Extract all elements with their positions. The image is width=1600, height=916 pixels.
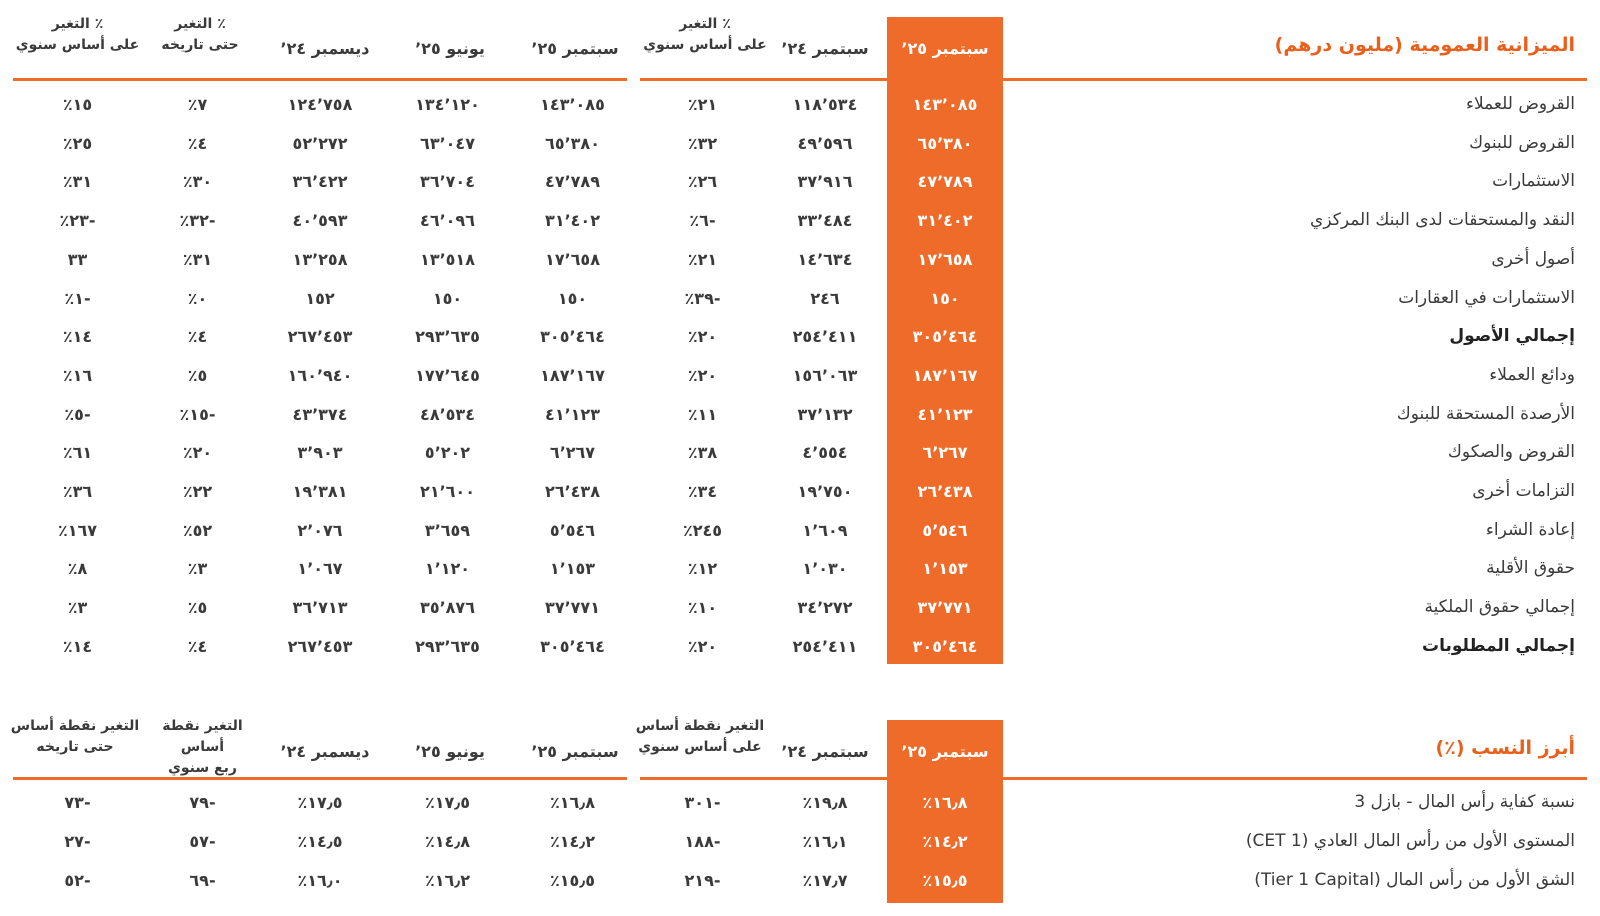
cell-yoy: ٪٢٠ xyxy=(687,327,718,347)
row-label: أصول أخرى xyxy=(1491,248,1575,269)
cell-dec24: ١٦٠٬٩٤٠ xyxy=(287,365,353,385)
header-rule-left xyxy=(13,78,627,81)
row-label: إجمالي حقوق الملكية xyxy=(1424,597,1575,618)
cell-dec24: ٣٦٬٤٢٢ xyxy=(292,172,348,192)
cell-jun25: ٢٩٣٬٦٣٥ xyxy=(415,327,480,347)
ratios-header-qoq-line1: التغير نقطة أساس xyxy=(162,718,243,755)
ratios-header-yoy-line1: التغير نقطة أساس xyxy=(635,718,765,734)
cell-dec24: ٢٬٠٧٦ xyxy=(297,520,343,540)
row-label: إجمالي الأصول xyxy=(1449,326,1575,347)
cell-yoy2: ٪١- xyxy=(64,288,91,308)
cell-yoy: ٪٢٠ xyxy=(687,636,718,656)
row-label: الأرصدة المستحقة للبنوك xyxy=(1396,403,1575,424)
ratios-header-qoq-line2: ربع سنوي xyxy=(168,760,237,776)
cell-sep24: ١١٨٬٥٣٤ xyxy=(792,95,858,114)
ratio-cell-sep25b: ٪١٥٫٥ xyxy=(549,871,596,890)
cell-dec24: ١٣٬٢٥٨ xyxy=(292,249,348,269)
ratio-cell-sep24: ٪١٦٫١ xyxy=(802,832,848,851)
cell-sep25b: ٤١٬١٢٣ xyxy=(545,404,600,424)
cell-yoy: ٪١٢ xyxy=(687,559,718,579)
ratio-cell-sep25b: ٪١٦٫٨ xyxy=(549,793,596,812)
cell-ytd: ٪٥ xyxy=(187,365,208,385)
cell-dec24: ٤٣٬٣٧٤ xyxy=(292,404,348,424)
cell-yoy: ٪٢١ xyxy=(687,249,718,269)
row-label: القروض للبنوك xyxy=(1469,132,1575,153)
row-label: القروض للعملاء xyxy=(1465,94,1575,114)
header-yoy xyxy=(640,14,770,56)
cell-yoy2: ٪١٤ xyxy=(62,636,93,656)
ratio-cell-qoq: ٦٩- xyxy=(189,871,216,890)
cell-sep25b: ١٤٣٬٠٨٥ xyxy=(540,95,605,114)
cell-ytd: ٪٠ xyxy=(187,288,208,308)
cell-yoy: ٪٢٦ xyxy=(687,172,718,192)
cell-sep24: ٣٧٬١٣٢ xyxy=(797,404,853,424)
cell-sep25: ٥٬٥٤٦ xyxy=(922,520,968,540)
ratio-cell-qoq: ٥٧- xyxy=(189,832,216,851)
ratio-cell-dec24: ٪١٦٫٠ xyxy=(297,871,343,890)
cell-yoy2: ٪١٥ xyxy=(62,95,93,114)
cell-yoy: ٪٢١ xyxy=(687,95,718,114)
ratios-header-ytd-line2: حتى تاريخه xyxy=(36,739,114,755)
cell-ytd: ٪١٥- xyxy=(179,404,216,424)
cell-dec24: ٢٦٧٬٤٥٣ xyxy=(287,327,353,347)
ratio-cell-yoy: ١٨٨- xyxy=(684,832,721,851)
row-label: حقوق الأقلية xyxy=(1486,558,1575,579)
header-dec24: ديسمبر ٬٢٤ xyxy=(280,39,370,58)
cell-yoy: ٪١١ xyxy=(687,404,718,424)
cell-sep24: ٤٩٬٥٩٦ xyxy=(797,133,853,153)
cell-sep24: ١٩٬٧٥٠ xyxy=(797,482,853,501)
cell-yoy: ٪٢٠ xyxy=(687,365,718,385)
cell-sep25b: ١٥٠ xyxy=(557,288,588,308)
header-yoy-line2: على أساس سنوي xyxy=(643,37,767,53)
row-label: التزامات أخرى xyxy=(1472,481,1575,501)
cell-ytd: ٪٧ xyxy=(187,95,208,114)
cell-sep25: ٦٬٢٦٧ xyxy=(922,443,968,463)
cell-sep24: ٤٬٥٥٤ xyxy=(802,443,848,463)
cell-sep25: ٣٠٥٬٤٦٤ xyxy=(912,327,978,347)
ratio-cell-ytd: ٥٢- xyxy=(64,871,91,890)
cell-jun25: ٦٣٬٠٤٧ xyxy=(420,133,475,153)
cell-ytd: ٪٤ xyxy=(187,327,208,347)
ratios-header-ytd xyxy=(10,716,140,758)
cell-yoy2: ٪٣ xyxy=(67,598,88,618)
cell-sep25b: ٦٥٬٣٨٠ xyxy=(545,133,600,153)
cell-sep25: ٤٧٬٧٨٩ xyxy=(917,172,973,192)
cell-sep24: ١٬٠٣٠ xyxy=(802,559,848,579)
cell-sep25: ٦٥٬٣٨٠ xyxy=(917,133,973,153)
header-ytd-line1: التغير ٪ xyxy=(174,16,226,32)
cell-sep25: ٢٦٬٤٣٨ xyxy=(917,482,973,501)
ratio-cell-jun25: ٪١٦٫٢ xyxy=(424,871,471,890)
row-label: إعادة الشراء xyxy=(1485,519,1575,540)
cell-sep25: ١٬١٥٣ xyxy=(922,559,968,579)
cell-sep24: ١٥٦٬٠٦٣ xyxy=(792,365,858,385)
ratios-rule-left xyxy=(13,777,627,780)
cell-sep25b: ٢٦٬٤٣٨ xyxy=(545,482,600,501)
ratio-cell-yoy: ٣٠١- xyxy=(684,793,721,812)
ratios-header-yoy xyxy=(630,716,770,758)
ratio-row-label: المستوى الأول من رأس المال العادي (CET 1) xyxy=(1245,831,1575,851)
cell-yoy: ٪٢٤٥ xyxy=(682,520,723,540)
cell-dec24: ٤٠٬٥٩٣ xyxy=(292,211,348,231)
ratios-title: أبرز النسب (٪) xyxy=(1435,737,1575,759)
cell-dec24: ١٩٬٣٨١ xyxy=(292,482,348,501)
balance-sheet-title: الميزانية العمومية (مليون درهم) xyxy=(1274,34,1575,56)
row-label: الاستثمارات في العقارات xyxy=(1398,287,1575,308)
cell-sep25: ٣٠٥٬٤٦٤ xyxy=(912,636,978,656)
ratio-cell-sep25: ٪١٤٫٢ xyxy=(922,832,968,851)
header-yoy-line1: التغير ٪ xyxy=(679,16,731,32)
cell-sep25b: ٥٬٥٤٦ xyxy=(549,520,596,540)
cell-yoy2: ٪٨ xyxy=(67,559,88,579)
cell-yoy: ٪٦- xyxy=(689,211,716,231)
ratios-header-ytd-line1: التغير نقطة أساس xyxy=(10,718,140,734)
row-label: القروض والصكوك xyxy=(1447,442,1575,463)
ratio-cell-sep25b: ٪١٤٫٢ xyxy=(549,832,596,851)
cell-sep25b: ٣١٬٤٠٢ xyxy=(545,211,600,231)
ratio-cell-jun25: ٪١٤٫٨ xyxy=(424,832,471,851)
header-sep25: سبتمبر ٬٢٥ xyxy=(531,39,619,58)
cell-dec24: ٣٬٩٠٣ xyxy=(297,443,343,463)
cell-jun25: ١٣٤٬١٢٠ xyxy=(415,95,480,114)
cell-dec24: ١٢٤٬٧٥٨ xyxy=(287,95,353,114)
cell-dec24: ٣٦٬٧١٣ xyxy=(292,598,348,618)
cell-ytd: ٪٢٠ xyxy=(182,443,213,463)
cell-sep24: ٢٥٤٬٤١١ xyxy=(792,327,858,347)
cell-sep24: ٣٤٬٢٧٢ xyxy=(797,598,853,618)
cell-yoy2: ٪٥- xyxy=(64,404,91,424)
ratio-row-label: الشق الأول من رأس المال (Tier 1 Capital) xyxy=(1254,870,1575,890)
ratios-header-yoy-line2: على أساس سنوي xyxy=(638,739,762,755)
cell-yoy2: ٪٦١ xyxy=(62,443,93,463)
cell-ytd: ٪٥ xyxy=(187,598,208,618)
ratios-header-sep25-highlight: سبتمبر ٬٢٥ xyxy=(901,742,989,761)
cell-yoy: ٪١٠ xyxy=(687,598,718,618)
cell-jun25: ٤٦٬٠٩٦ xyxy=(420,211,475,231)
cell-jun25: ٣٦٬٧٠٤ xyxy=(420,172,475,192)
ratio-cell-dec24: ٪١٧٫٥ xyxy=(297,793,343,812)
cell-yoy2: ٪١٦٧ xyxy=(57,520,98,540)
header-yoy2-line1: التغير ٪ xyxy=(51,16,104,32)
cell-sep25: ٣٧٬٧٧١ xyxy=(917,598,973,618)
cell-jun25: ٤٨٬٥٣٤ xyxy=(420,404,475,424)
cell-jun25: ١٣٬٥١٨ xyxy=(420,249,475,269)
ratio-cell-sep25: ٪١٦٫٨ xyxy=(922,793,968,812)
header-jun25: يونيو ٬٢٥ xyxy=(415,39,485,58)
cell-sep24: ٣٧٬٩١٦ xyxy=(797,172,853,192)
cell-sep25: ١٥٠ xyxy=(930,288,960,308)
cell-ytd: ٪٤ xyxy=(187,133,208,153)
row-label: ودائع العملاء xyxy=(1489,364,1575,385)
ratio-cell-ytd: ٢٧- xyxy=(64,832,91,851)
cell-sep25: ٤١٬١٢٣ xyxy=(917,404,973,424)
row-label: إجمالي المطلوبات xyxy=(1422,635,1575,656)
cell-sep24: ٣٣٬٤٨٤ xyxy=(797,211,853,231)
cell-sep24: ١٬٦٠٩ xyxy=(802,520,848,540)
cell-yoy2: ٪٢٥ xyxy=(62,133,93,153)
cell-ytd: ٪٣٢- xyxy=(179,211,216,231)
ratio-cell-yoy: ٢١٩- xyxy=(684,871,721,890)
cell-jun25: ١٥٠ xyxy=(432,288,463,308)
cell-yoy: ٪٣٢ xyxy=(687,133,718,153)
cell-yoy: ٪٣٩- xyxy=(684,288,721,308)
cell-sep25b: ٦٬٢٦٧ xyxy=(549,443,596,463)
cell-sep25b: ٣٠٥٬٤٦٤ xyxy=(540,636,605,656)
cell-sep25b: ٣٠٥٬٤٦٤ xyxy=(540,327,605,347)
cell-sep25b: ١٧٬٦٥٨ xyxy=(545,249,600,269)
cell-dec24: ١٬٠٦٧ xyxy=(297,559,343,579)
cell-yoy: ٪٣٤ xyxy=(687,482,718,501)
ratios-rule-right xyxy=(640,777,1587,780)
header-yoy-2 xyxy=(15,14,140,56)
cell-ytd: ٪٣١ xyxy=(182,249,213,269)
cell-dec24: ١٥٢ xyxy=(305,288,335,308)
cell-sep24: ٢٤٦ xyxy=(810,288,840,308)
cell-yoy2: ٪١٦ xyxy=(62,365,93,385)
cell-sep25: ٣١٬٤٠٢ xyxy=(917,211,973,231)
header-ytd-line2: حتى تاريخه xyxy=(161,37,239,53)
ratio-cell-sep24: ٪١٩٫٨ xyxy=(802,793,848,812)
cell-sep25b: ٣٧٬٧٧١ xyxy=(545,598,600,618)
cell-jun25: ٢١٬٦٠٠ xyxy=(420,482,475,501)
cell-sep25b: ١٨٧٬١٦٧ xyxy=(540,365,605,385)
ratios-header-sep25: سبتمبر ٬٢٥ xyxy=(531,742,619,761)
cell-sep25: ١٤٣٬٠٨٥ xyxy=(912,95,978,114)
cell-sep24: ٢٥٤٬٤١١ xyxy=(792,636,858,656)
cell-jun25: ٣٬٦٥٩ xyxy=(424,520,471,540)
cell-ytd: ٪٣٠ xyxy=(182,172,213,192)
cell-yoy2: ٪١٤ xyxy=(62,327,93,347)
cell-jun25: ٣٥٬٨٧٦ xyxy=(420,598,475,618)
ratio-cell-dec24: ٪١٤٫٥ xyxy=(297,832,343,851)
cell-yoy2: ٣٣ xyxy=(67,249,88,269)
cell-ytd: ٪٣ xyxy=(187,559,208,579)
cell-jun25: ٥٬٢٠٢ xyxy=(424,443,471,463)
cell-sep25: ١٧٬٦٥٨ xyxy=(917,249,973,269)
cell-ytd: ٪٢٢ xyxy=(182,482,213,501)
cell-sep25: ١٨٧٬١٦٧ xyxy=(912,365,978,385)
ratios-header-qoq xyxy=(140,716,265,779)
ratio-cell-qoq: ٧٩- xyxy=(189,793,216,812)
ratio-cell-ytd: ٧٣- xyxy=(64,793,91,812)
cell-yoy: ٪٣٨ xyxy=(687,443,718,463)
cell-yoy2: ٪٣٦ xyxy=(62,482,93,501)
cell-jun25: ١٧٧٬٦٤٥ xyxy=(415,365,480,385)
ratios-header-dec24: ديسمبر ٬٢٤ xyxy=(280,742,370,761)
cell-sep25b: ٤٧٬٧٨٩ xyxy=(545,172,600,192)
ratios-header-jun25: يونيو ٬٢٥ xyxy=(415,742,485,761)
ratio-cell-sep24: ٪١٧٫٧ xyxy=(802,871,848,890)
cell-dec24: ٢٦٧٬٤٥٣ xyxy=(287,636,353,656)
cell-sep25b: ١٬١٥٣ xyxy=(549,559,596,579)
cell-jun25: ٢٩٣٬٦٣٥ xyxy=(415,636,480,656)
header-ytd xyxy=(140,14,260,56)
cell-yoy2: ٪٣١ xyxy=(62,172,93,192)
header-sep25-highlight: سبتمبر ٬٢٥ xyxy=(901,39,989,58)
header-yoy2-line2: على أساس سنوي xyxy=(15,37,140,53)
cell-jun25: ١٬١٢٠ xyxy=(424,559,471,579)
cell-yoy2: ٪٢٣- xyxy=(59,211,96,231)
cell-ytd: ٪٤ xyxy=(187,636,208,656)
ratio-row-label: نسبة كفاية رأس المال - بازل 3 xyxy=(1354,792,1575,812)
row-label: النقد والمستحقات لدى البنك المركزي xyxy=(1310,210,1575,231)
row-label: الاستثمارات xyxy=(1492,171,1575,192)
ratios-header-sep24: سبتمبر ٬٢٤ xyxy=(781,742,869,761)
header-rule-right xyxy=(640,78,1587,81)
ratio-cell-jun25: ٪١٧٫٥ xyxy=(424,793,471,812)
ratio-cell-sep25: ٪١٥٫٥ xyxy=(922,871,968,890)
cell-sep24: ١٤٬٦٣٤ xyxy=(797,249,853,269)
header-sep24: سبتمبر ٬٢٤ xyxy=(781,39,869,58)
cell-dec24: ٥٢٬٢٧٢ xyxy=(292,133,348,153)
cell-ytd: ٪٥٢ xyxy=(182,520,213,540)
